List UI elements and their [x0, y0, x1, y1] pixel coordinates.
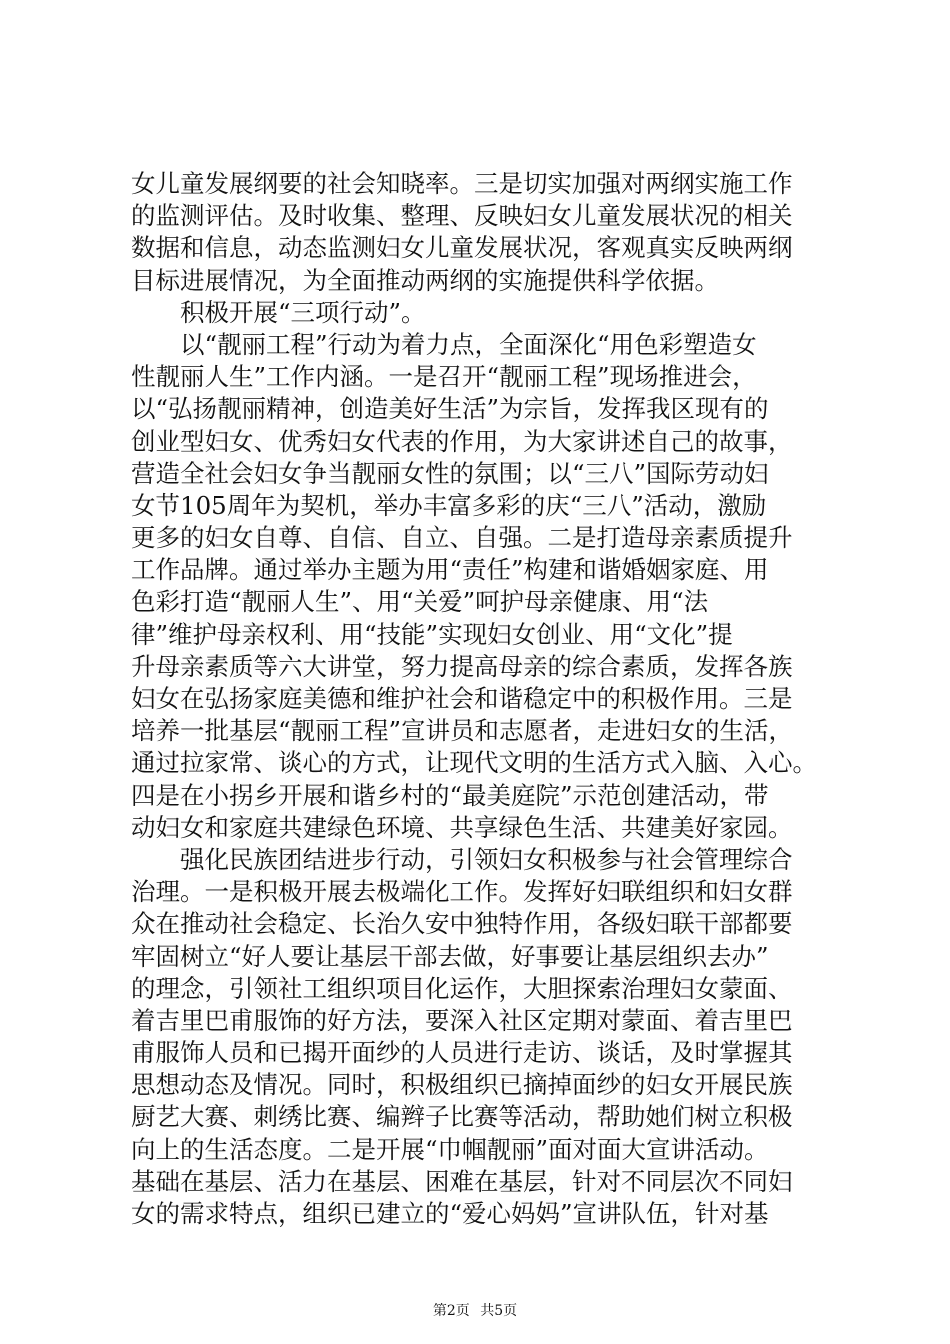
text-line: 色彩打造“靓丽人生”、用“关爱”呵护母亲健康、用“法	[131, 587, 709, 617]
page-footer	[0, 1302, 950, 1320]
text-line: 强化民族团结进步行动，引领妇女积极参与社会管理综合	[180, 844, 793, 874]
text-line: 妇女在弘扬家庭美德和维护社会和谐稳定中的积极作用。三是	[131, 684, 793, 713]
text-line: 的理念，引领社工组织项目化运作，大胆探索治理妇女蒙面、	[131, 973, 793, 1003]
text-line: 工作品牌。通过举办主题为用“责任”构建和谐婚姻家庭、用	[131, 555, 769, 585]
text-line: 积极开展“三项行动”。	[180, 297, 426, 327]
page-total: 共5页	[480, 1303, 518, 1319]
document-body	[131, 168, 831, 1230]
text-line: 升母亲素质等六大讲堂，努力提高母亲的综合素质，发挥各族	[131, 651, 793, 681]
text-line: 着吉里巴甫服饰的好方法，要深入社区定期对蒙面、着吉里巴	[131, 1005, 793, 1035]
text-line: 治理。一是积极开展去极端化工作。发挥好妇联组织和妇女群	[131, 877, 793, 907]
text-line: 思想动态及情况。同时，积极组织已摘掉面纱的妇女开展民族	[131, 1070, 793, 1100]
text-line: 向上的生活态度。二是开展“巾帼靓丽”面对面大宣讲活动。	[131, 1134, 769, 1164]
text-line: 数据和信息，动态监测妇女儿童发展状况，客观真实反映两纲	[131, 233, 793, 263]
text-line: 培养一批基层“靓丽工程”宣讲员和志愿者，走进妇女的生活，	[131, 716, 794, 746]
paragraph	[131, 168, 831, 297]
text-line: 以“弘扬靓丽精神，创造美好生活”为宗旨，发挥我区现有的	[131, 394, 769, 424]
text-line: 女的需求特点，组织已建立的“爱心妈妈”宣讲队伍，针对基	[131, 1199, 769, 1228]
text-line: 动妇女和家庭共建绿色环境、共享绿色生活、共建美好家园。	[131, 812, 793, 842]
text-line: 众在推动社会稳定、长治久安中独特作用，各级妇联干部都要	[131, 909, 793, 939]
text-line: 牢固树立“好人要让基层干部去做，好事要让基层组织去办”	[131, 941, 769, 971]
text-line: 营造全社会妇女争当靓丽女性的氛围；以“三八”国际劳动妇	[131, 458, 769, 488]
text-line: 创业型妇女、优秀妇女代表的作用，为大家讲述自己的故事，	[131, 426, 793, 456]
text-line: 厨艺大赛、刺绣比赛、编辫子比赛等活动，帮助她们树立积极	[131, 1102, 793, 1132]
text-line: 以“靓丽工程”行动为着力点，全面深化“用色彩塑造女	[180, 329, 757, 359]
page-number: 第2页	[432, 1303, 470, 1319]
text-line: 甫服饰人员和已揭开面纱的人员进行走访、谈话，及时掌握其	[131, 1038, 793, 1068]
paragraph	[131, 844, 831, 1230]
text-line: 四是在小拐乡开展和谐乡村的“最美庭院”示范创建活动，带	[131, 780, 769, 810]
paragraph	[131, 297, 831, 329]
text-line: 性靓丽人生”工作内涵。一是召开“靓丽工程”现场推进会，	[131, 362, 757, 392]
text-line: 基础在基层、活力在基层、困难在基层，针对不同层次不同妇	[131, 1166, 793, 1196]
text-line: 更多的妇女自尊、自信、自立、自强。二是打造母亲素质提升	[131, 523, 793, 553]
text-line: 的监测评估。及时收集、整理、反映妇女儿童发展状况的相关	[131, 201, 793, 231]
text-line: 通过拉家常、谈心的方式，让现代文明的生活方式入脑、入心。	[131, 748, 817, 778]
text-line: 女节105周年为契机，举办丰富多彩的庆“三八”活动，激励	[131, 490, 767, 520]
text-line: 目标进展情况，为全面推动两纲的实施提供科学依据。	[131, 265, 719, 295]
text-line: 律”维护母亲权利、用“技能”实现妇女创业、用“文化”提	[131, 619, 733, 649]
paragraph	[131, 329, 831, 844]
text-line: 女儿童发展纲要的社会知晓率。三是切实加强对两纲实施工作	[131, 169, 793, 198]
